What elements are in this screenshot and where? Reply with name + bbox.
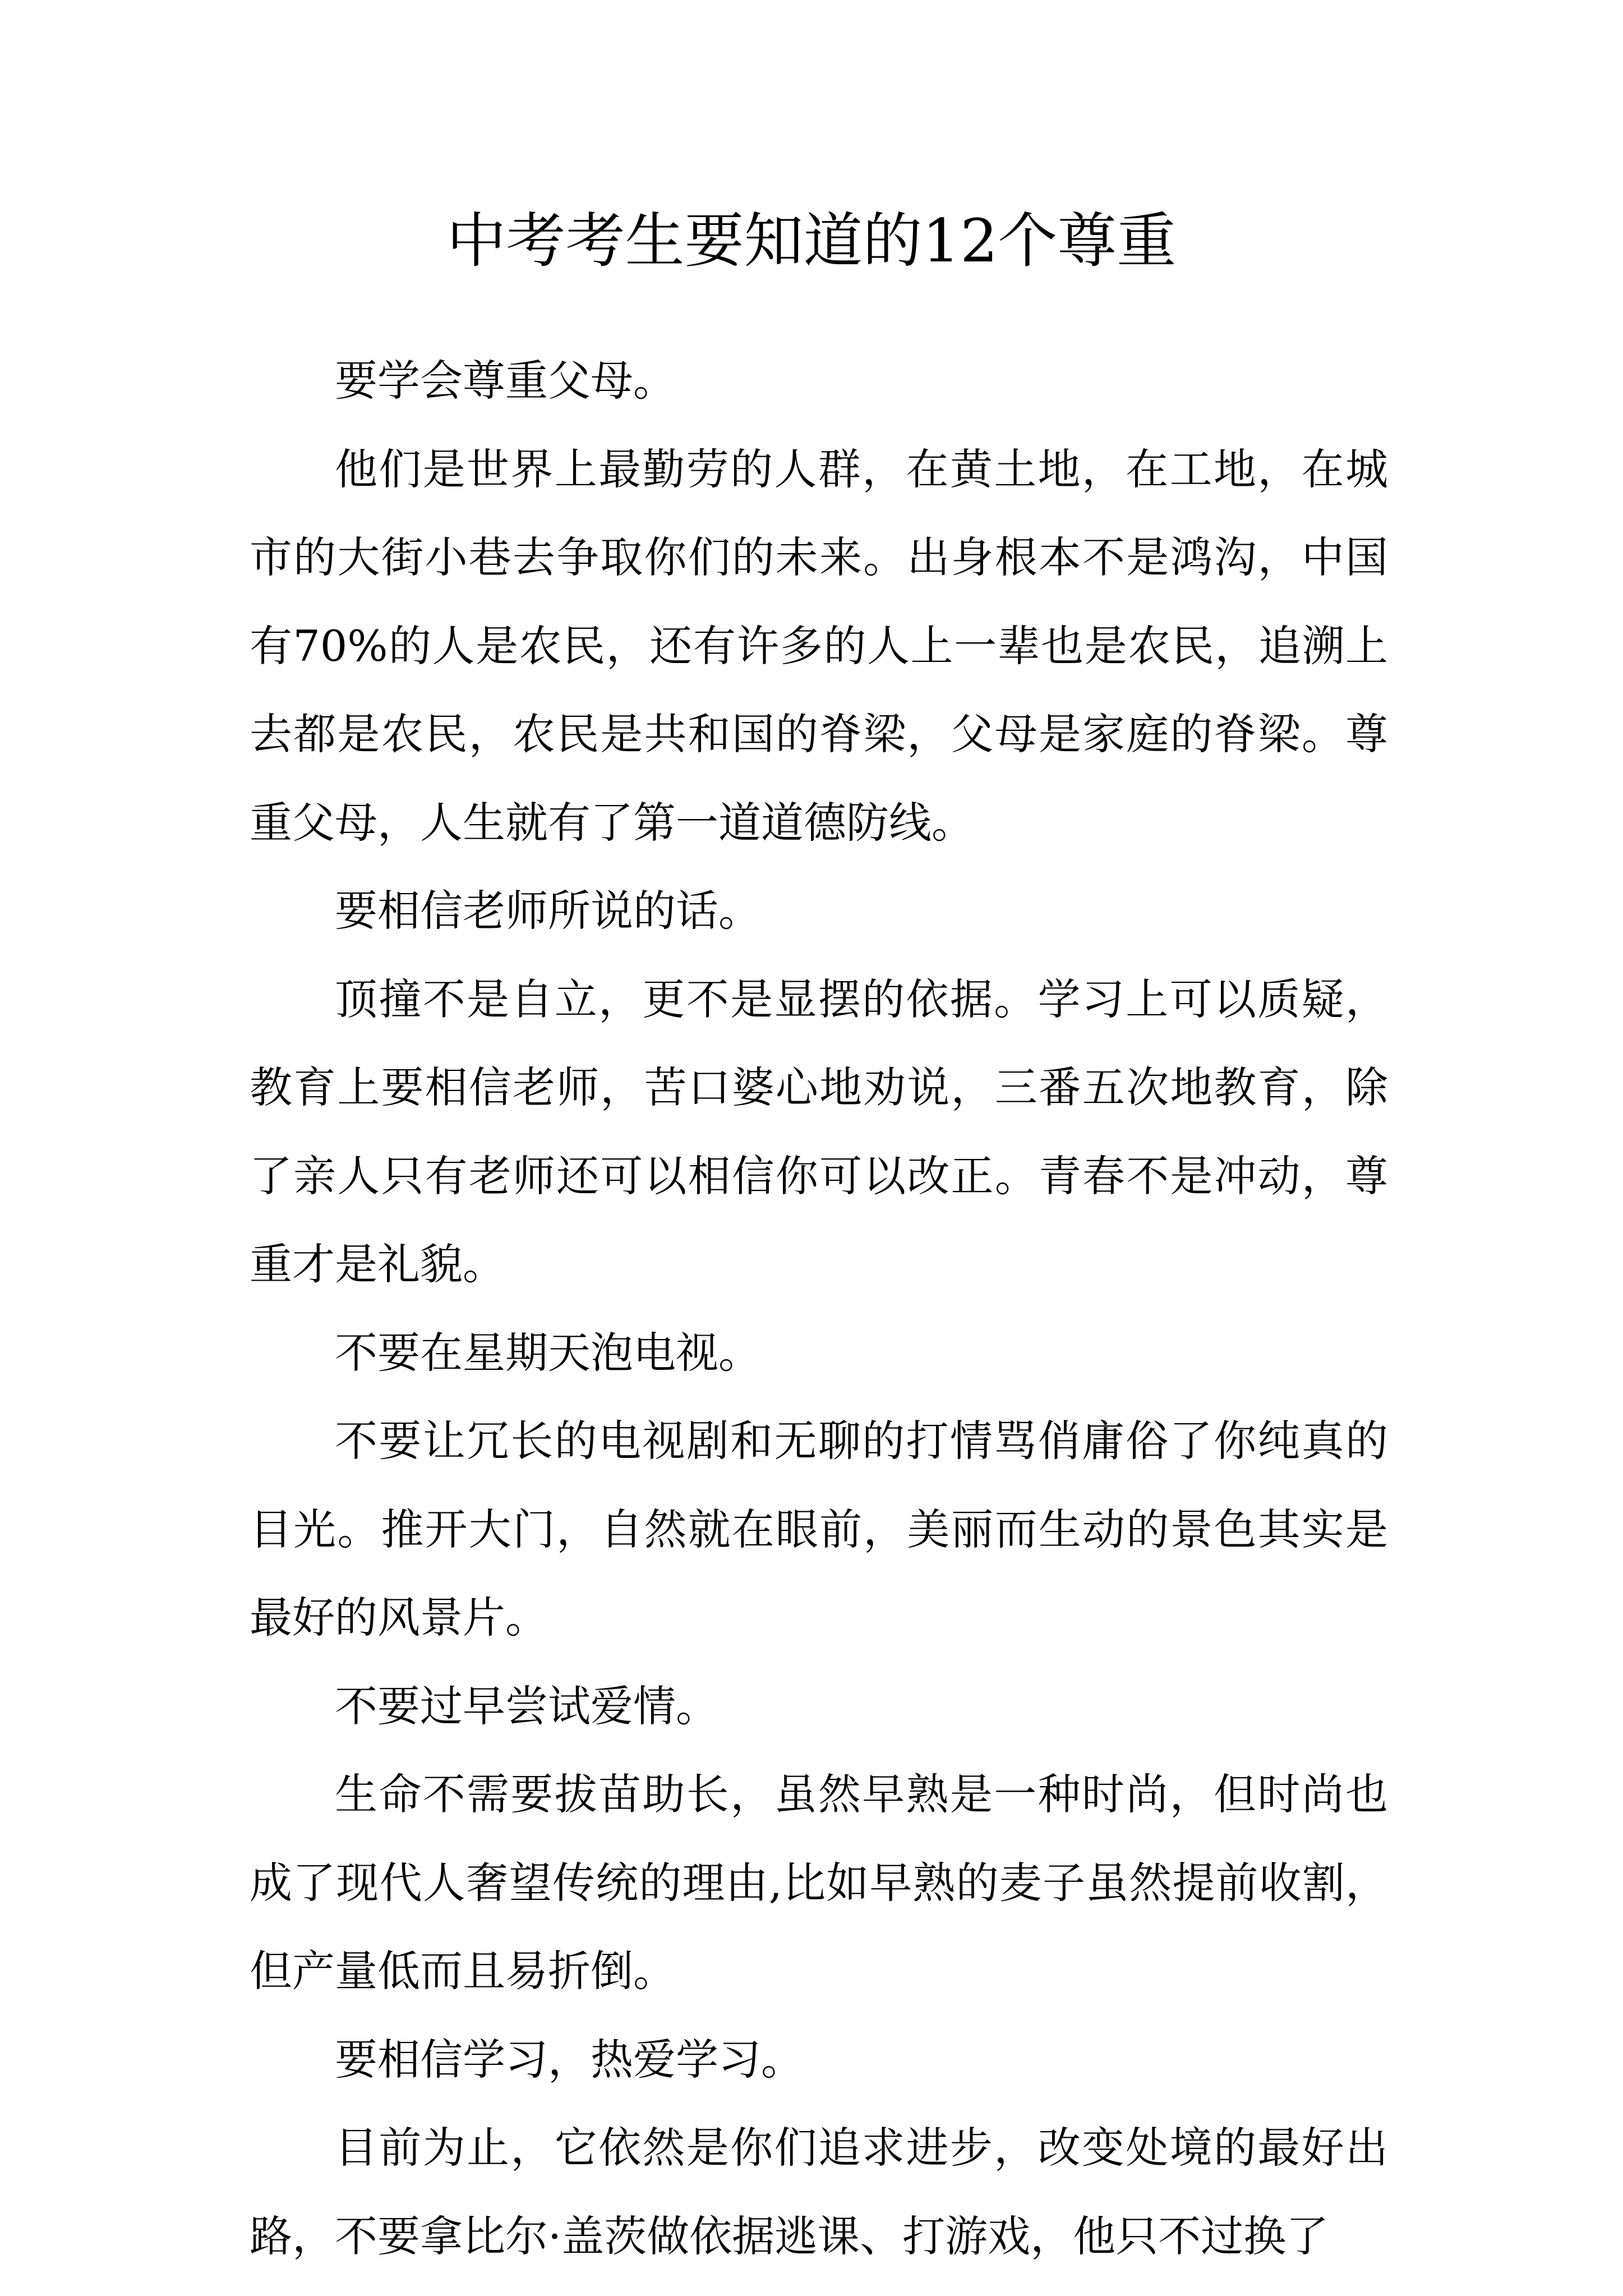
paragraph-no-early-love-body: 生命不需要拔苗助长，虽然早熟是一种时尚，但时尚也成了现代人奢望传统的理由,比如早熟的麦子虽然提前收割，但产量低而且易折倒。 [250,1769,1388,1996]
paragraph-love-learning-heading: 要相信学习，热爱学习。 [335,2034,804,2085]
document-body [250,337,1388,2280]
paragraph-love-learning-body: 目前为止，它依然是你们追求进步，改变处境的最好出路，不要拿比尔·盖茨做依据逃课、打游戏，他只不过换了 [250,2123,1388,2261]
paragraph-respect-parents-heading: 要学会尊重父母。 [335,356,676,406]
paragraph-trust-teachers-heading: 要相信老师所说的话。 [335,886,761,936]
paragraph-no-tv-body: 不要让冗长的电视剧和无聊的打情骂俏庸俗了你纯真的目光。推开大门，自然就在眼前，美丽而生动的景色其实是最好的风景片。 [250,1416,1388,1642]
paragraph-respect-parents-body: 他们是世界上最勤劳的人群，在黄土地，在工地，在城市的大街小巷去争取你们的未来。出身根本不是鸿沟，中国有70%的人是农民，还有许多的人上一辈也是农民，追溯上去都是农民，农民是共和国的脊梁，父母是家庭的脊梁。尊重父母，人生就有了第一道道德防线。 [250,444,1388,848]
paragraph-trust-teachers-body: 顶撞不是自立，更不是显摆的依据。学习上可以质疑，教育上要相信老师，苦口婆心地劝说，三番五次地教育，除了亲人只有老师还可以相信你可以改正。青春不是冲动，尊重才是礼貌。 [250,974,1388,1289]
paragraph-no-early-love-heading: 不要过早尝试爱情。 [335,1681,718,1731]
paragraph-no-tv-heading: 不要在星期天泡电视。 [335,1327,761,1378]
document-title: 中考考生要知道的12个尊重 [446,206,1177,275]
